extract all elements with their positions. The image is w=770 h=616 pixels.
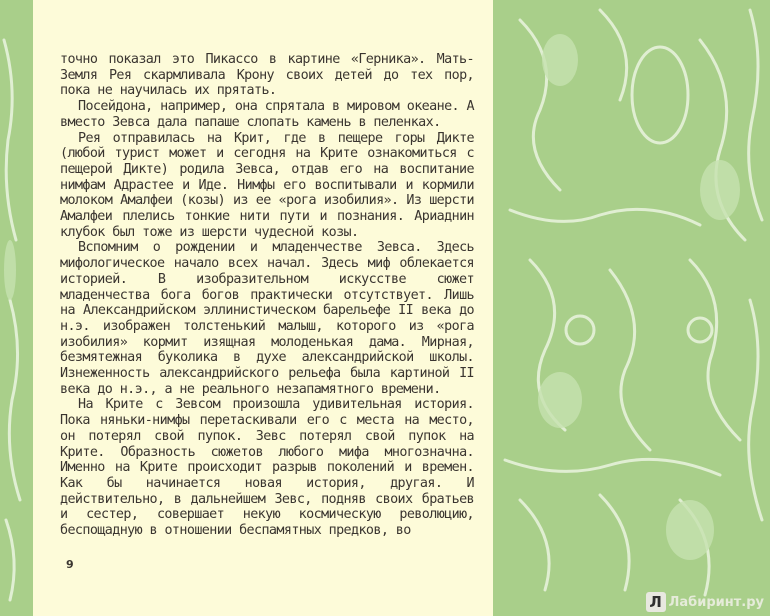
paragraph: Рея отправилась на Крит, где в пещере горы Дикте (любой турист может и сегодня на Крите ознакомиться с пещерой Дикте) родила Зевса, отдав его на воспитание нимфам Адрастее и Иде. Нимфы его воспитывали и кормили молоком Амалфеи (козы) из ее «рога изобилия». Из шерсти Амалфеи плелись тонкие нити пути и познания. Ариаднин клубок был тоже из шерсти чудесной козы. [60,130,474,240]
paragraph: точно показал это Пикассо в картине «Герника». Мать-Земля Рея скармливала Крону своих детей до тех пор, пока не научилась их прятать. [60,52,474,99]
paragraph: Посейдона, например, она спрятала в мировом океане. А вместо Зевса дала папаше слопать камень в пеленках. [60,99,474,130]
page-number: 9 [66,558,74,571]
page-text [60,52,474,539]
watermark-text: Лабиринт.ру [668,594,764,610]
labirint-logo-icon: Л [646,592,666,612]
paragraph: На Крите с Зевсом произошла удивительная история. Пока няньки-нимфы перетаскивали его с места на место, он потерял свой пупок. Зевс потерял свой пупок на Крите. Образность сюжетов любого мифа многозначна. Именно на Крите происходит разрыв поколений и времен. Как бы начинается новая история, другая. И действительно, в дальнейшем Зевс, подняв своих братьев и сестер, совершает некую космическую революцию, беспощадную в отношении беспамятных предков, во [60,397,474,539]
paragraph: Вспомним о рождении и младенчестве Зевса. Здесь мифологическое начало всех начал. Здесь миф облекается историей. В изобразительном искусстве сюжет младенчества бога богов практически отсутствует. Лишь на Александрийском эллинистическом барельефе II века до н.э. изображен толстенький малыш, которого из «рога изобилия» кормит изящная молоденькая дама. Мирная, безмятежная буколика в духе александрийской школы. Изнеженность александрийского рельефа была картиной II века до н.э., а не реального незапамятного времени. [60,240,474,397]
labirint-watermark [646,592,764,612]
